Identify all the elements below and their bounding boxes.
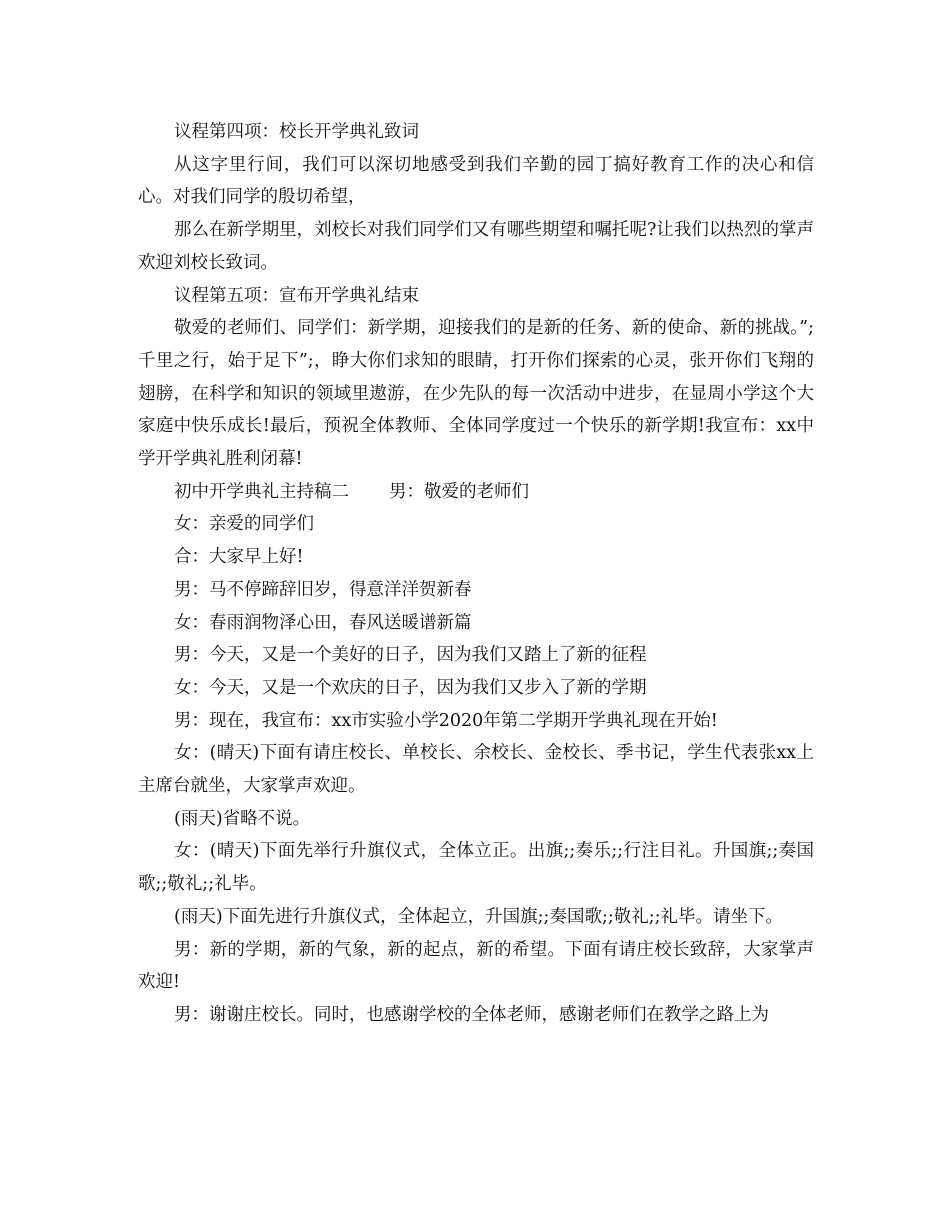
female-host-line: 女：(晴天)下面有请庄校长、单校长、余校长、金校长、季书记，学生代表张xx上主席台就坐，大家掌声欢迎。 [138,743,814,797]
rainy-day-note: (雨天)下面先进行升旗仪式，全体起立，升国旗;;奏国歌;;敬礼;;礼毕。请坐下。 [174,906,784,927]
together-line: 合：大家早上好! [174,547,304,568]
agenda-item-4: 议程第四项：校长开学典礼致词 [174,122,419,142]
female-host-line: 女：今天，又是一个欢庆的日子，因为我们又步入了新的学期 [174,677,647,698]
female-host-line: 女：(晴天)下面先举行升旗仪式，全体立正。出旗;;奏乐;;行注目礼。升国旗;;奏国歌;;敬礼;;礼毕。 [138,841,814,895]
script-two-heading-line [138,476,814,509]
female-host-line: 女：亲爱的同学们 [174,514,314,535]
female-host-line: 女：春雨润物泽心田，春风送暖谱新篇 [174,612,472,633]
paragraph: 从这字里行间，我们可以深切地感受到我们辛勤的园丁搞好教育工作的决心和信心。对我们同学的殷切希望， [138,154,814,208]
document-body [138,116,814,1032]
paragraph: 那么在新学期里，刘校长对我们同学们又有哪些期望和嘱托呢?让我们以热烈的掌声欢迎刘校长致词。 [138,220,814,273]
male-host-line: 男：谢谢庄校长。同时，也感谢学校的全体老师，感谢老师们在教学之路上为 [174,1004,769,1025]
script-two-title: 初中开学典礼主持稿二 [174,481,349,502]
agenda-item-5: 议程第五项：宣布开学典礼结束 [174,285,419,306]
male-host-line: 男：敬爱的老师们 [389,481,529,502]
male-host-line: 男：现在，我宣布：xx市实验小学2020年第二学期开学典礼现在开始! [174,710,718,731]
closing-speech-paragraph: 敬爱的老师们、同学们：新学期，迎接我们的是新的任务、新的使命、新的挑战。”;千里之行，始于足下”;，睁大你们求知的眼睛，打开你们探索的心灵，张开你们飞翔的翅膀，在科学和知识的领域里遨游，在少先队的每一次活动中进步，在显周小学这个大家庭中快乐成长!最后，预祝全体教师、全体同学度过一个快乐的新学期!我宣布：xx中学开学典礼胜利闭幕! [138,318,814,470]
male-host-line: 男：马不停蹄辞旧岁，得意洋洋贺新春 [174,579,472,600]
rainy-day-note: (雨天)省略不说。 [174,808,311,829]
male-host-line: 男：新的学期，新的气象，新的起点，新的希望。下面有请庄校长致辞，大家掌声欢迎! [138,939,814,993]
male-host-line: 男：今天，又是一个美好的日子，因为我们又踏上了新的征程 [174,645,647,666]
